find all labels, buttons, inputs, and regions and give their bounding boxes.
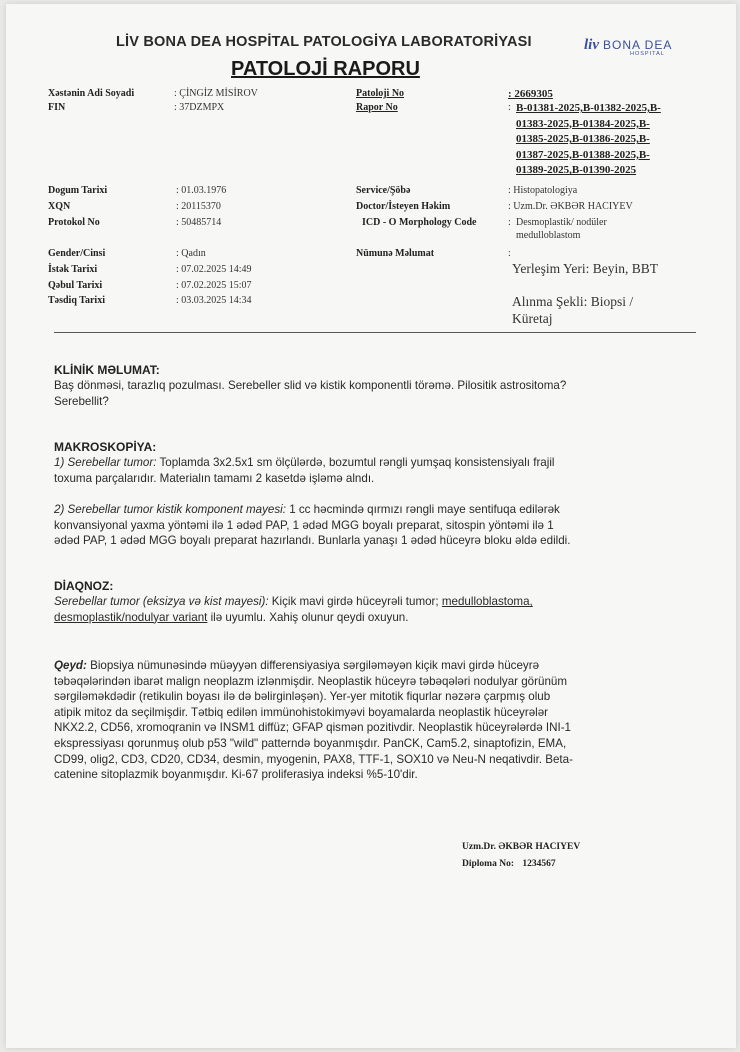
hospital-logo <box>584 36 694 62</box>
clinical-heading: KLİNİK MƏLUMAT: <box>54 363 160 377</box>
macro-paragraph-1 <box>54 455 724 486</box>
fin-label: FIN <box>48 102 66 113</box>
diploma-label: Diploma No: <box>462 859 514 869</box>
icd-line-1: Desmoplastik/ nodüler <box>516 217 607 228</box>
note-line: sərgiləməkdədir (retikulin boyası ilə də bəlirginləşən). Yer-yer mitotik fiqurlar nəzərə çarpmış olub <box>54 690 551 704</box>
clinical-line: Baş dönməsi, tarazlıq pozulması. Serebeller slid və kistik komponentli törəmə. Pilositik astrositoma? <box>54 379 567 392</box>
clinical-line: Serebellit? <box>54 394 109 408</box>
report-no-line: B-01381-2025,B-01382-2025,B- <box>516 102 661 114</box>
note-text <box>54 658 734 783</box>
note-line: Biopsiya nümunəsində müəyyən differensiyasiya sərgiləməyən kiçik mavi girdə hüceyrə <box>86 659 540 672</box>
dob-value: : 01.03.1976 <box>176 185 227 196</box>
pathology-no-label: Patoloji No <box>356 88 405 99</box>
gender-label: Gender/Cinsi <box>48 248 106 259</box>
fin-value: : 37DZMPX <box>174 102 225 113</box>
sample-location: Yerleşim Yeri: Beyin, BBT <box>512 261 659 276</box>
sample-info-colon: : <box>508 248 511 259</box>
diploma-value: 1234567 <box>522 859 556 869</box>
report-no-line: 01389-2025,B-01390-2025 <box>516 164 637 177</box>
confirm-date-value: : 03.03.2025 14:34 <box>176 295 252 306</box>
diagnosis-underlined-1: medulloblastoma, <box>441 595 533 608</box>
gender-value: : Qadın <box>176 248 206 259</box>
hospital-title: LİV BONA DEA HOSPİTAL PATOLOGİYA LABORATORİYASI <box>116 34 532 50</box>
xqn-label: XQN <box>48 201 71 212</box>
note-line: atipik mitoz da seçilmişdir. Tətbiq edilən immünohistokimyəvi boyamalarda neoplastik hüceyrələr <box>54 705 549 719</box>
note-line: təbəqələrindən ibarət malign neoplazm izlənmişdir. Neoplastik hüceyrə təbəqələri nodulyar görünüm <box>54 674 567 688</box>
note-line: ekspressiyası qorunmuş olub p53 "wild" patterndə boyanmışdır. PanCK, Cam5.2, sinaptofizin, EMA, <box>54 736 567 750</box>
icd-line-2: medulloblastom <box>516 230 581 241</box>
pathology-no-value: : 2669305 <box>508 88 553 100</box>
accept-date-value: : 07.02.2025 15:07 <box>176 280 252 291</box>
diagnosis-text-1: Kiçik mavi girdə hüceyrəli tumor; <box>268 595 442 608</box>
report-no-label: Rapor No <box>356 102 398 113</box>
macro-p2-line2: konvansiyonal yaxma yöntəmi ilə 1 ədəd PAP, 1 ədəd MGG boyalı preparat, sitospin yöntəmi ilə 1 <box>54 518 554 532</box>
diagnosis-lead: Serebellar tumor (eksizya və kist mayesi): <box>54 595 269 608</box>
report-no-line: 01383-2025,B-01384-2025,B- <box>516 117 650 130</box>
report-no-line: 01385-2025,B-01386-2025,B- <box>516 133 650 146</box>
diagnosis-text <box>54 594 724 625</box>
sample-method-line-1: Alınma Şekli: Biopsi / <box>512 294 634 309</box>
request-date-value: : 07.02.2025 14:49 <box>176 264 252 275</box>
accept-date-label: Qəbul Tarixi <box>48 280 103 291</box>
xqn-value: : 20115370 <box>176 201 221 212</box>
patient-name-label: Xəstənin Adi Soyadi <box>48 88 135 99</box>
note-lead: Qeyd: <box>54 659 87 672</box>
service-label: Service/Şöbə <box>356 185 411 196</box>
macro-p1-line1: Toplamda 3x2.5x1 sm ölçülərdə, bozumtul rəngli yumşaq konsistensiyalı frajil <box>156 456 555 469</box>
sample-method-line-2: Küretaj <box>512 311 553 326</box>
clinical-text <box>54 378 714 409</box>
logo-hospital-text: HOSPITAL <box>630 51 665 57</box>
request-date-label: İstək Tarixi <box>48 264 98 275</box>
signature-name: Uzm.Dr. ƏKBƏR HACIYEV <box>462 842 581 852</box>
sample-info-label: Nümunə Məlumat <box>356 248 435 259</box>
signature-diploma <box>462 859 556 869</box>
protocol-label: Protokol No <box>48 217 100 228</box>
note-line: NKX2.2, CD56, xromoqranin və INSM1 diffüz; GFAP qismən pozitivdir. Neoplastik hüceyrələrdə INI-1 <box>54 721 572 735</box>
icd-colon: : <box>508 217 511 228</box>
icd-label: ICD - O Morphology Code <box>362 217 477 228</box>
report-no-list <box>516 101 661 179</box>
report-title: PATOLOJİ RAPORU <box>231 58 420 80</box>
confirm-date-label: Təsdiq Tarixi <box>48 295 105 306</box>
service-value: : Histopatologiya <box>508 185 578 196</box>
divider-line <box>54 332 696 333</box>
dob-label: Dogum Tarixi <box>48 185 108 196</box>
doctor-value: : Uzm.Dr. ƏKBƏR HACIYEV <box>508 201 633 212</box>
logo-bona-text: BONA DEA <box>603 38 673 52</box>
diagnosis-heading: DİAQNOZ: <box>54 579 114 593</box>
macro-p2-line3: ədəd PAP, 1 ədəd MGG boyalı preparat hazırlandı. Bunlarla yanaşı 1 ədəd hüceyrə bloku əldə edildi. <box>54 534 571 548</box>
report-no-line: 01387-2025,B-01388-2025,B- <box>516 148 650 161</box>
macro-heading: MAKROSKOPİYA: <box>54 440 157 454</box>
macro-p2-line1: 1 cc həcmində qırmızı rəngli maye sentifuqa edilərək <box>285 503 560 516</box>
macro-p2-lead: 2) Serebellar tumor kistik komponent mayesi: <box>54 503 286 516</box>
note-line: CD99, olig2, CD3, CD20, CD34, desmin, myogenin, PAX8, TTF-1, SOX10 və Neu-N neqativdir. Beta- <box>54 752 573 766</box>
macro-p1-lead: 1) Serebellar tumor: <box>54 456 157 469</box>
macro-p1-line2: toxuma parçalarıdır. Materialın tamamı 2 kasetdə işləmə alndı. <box>54 471 375 485</box>
diagnosis-text-2: ilə uyumlu. Xahiş olunur qeydi oxuyun. <box>207 610 409 624</box>
report-page <box>6 4 736 1048</box>
patient-name-value: : ÇİNGİZ MİSİROV <box>174 88 258 99</box>
doctor-label: Doctor/İsteyen Həkim <box>356 201 451 212</box>
note-line: catenine sitoplazmik boyanmışdır. Ki-67 proliferasiya indeksi %5-10'dir. <box>54 768 418 782</box>
report-no-colon: : <box>508 102 511 113</box>
macro-paragraph-2 <box>54 502 724 549</box>
protocol-value: : 50485714 <box>176 217 222 228</box>
diagnosis-underlined-2: desmoplastik/nodulyar variant <box>54 610 208 624</box>
logo-liv-text: liv <box>584 37 599 53</box>
